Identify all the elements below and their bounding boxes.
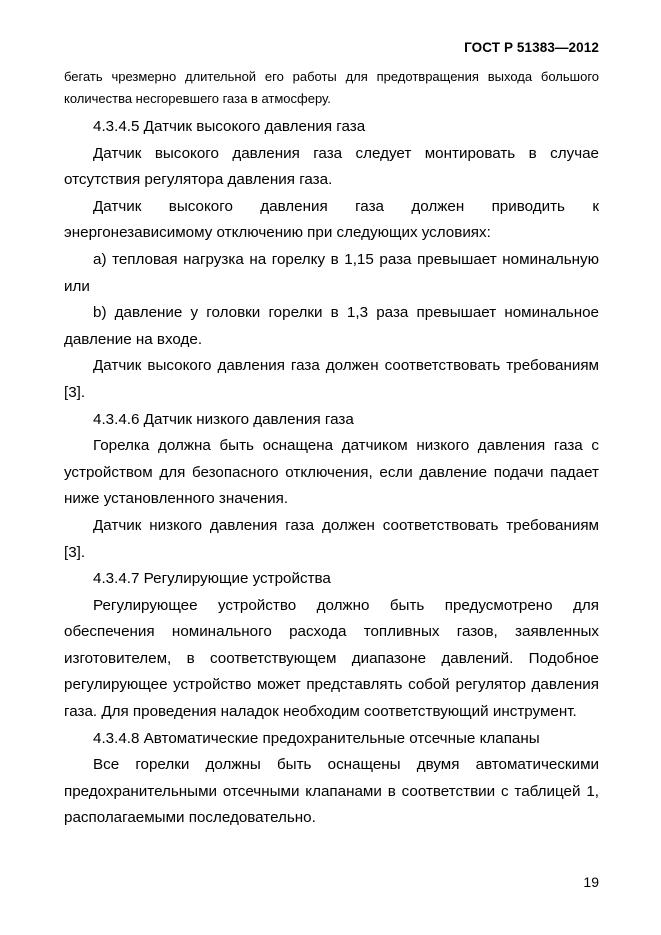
page-body <box>64 66 599 832</box>
paragraph: Датчик высокого давления газа должен соответствовать требованиям [3]. <box>64 357 599 401</box>
page-number: 19 <box>583 874 599 890</box>
paragraph: Регулирующее устройство должно быть предусмотрено для обеспечения номинального расхода топливных газов, заявленных изготовителем, в соответствующем диапазоне давлений. Подобное регулирующее устройство может представлять собой регулятор давления газа. Для проведения наладок необходим соответствующий инструмент. <box>64 596 599 721</box>
section-heading-4347: 4.3.4.7 Регулирующие устройства <box>93 570 331 588</box>
paragraph: Горелка должна быть оснащена датчиком низкого давления газа с устройством для безопасного отключения, если давление подачи падает ниже установленного значения. <box>64 437 599 508</box>
paragraph: Датчик высокого давления газа должен приводить к энергонезависимому отключению при следующих условиях: <box>64 197 599 242</box>
paragraph: Датчик высокого давления газа следует монтировать в случае отсутствия регулятора давления газа. <box>64 144 599 189</box>
section-heading-4345: 4.3.4.5 Датчик высокого давления газа <box>93 118 366 135</box>
section-heading-4346: 4.3.4.6 Датчик низкого давления газа <box>93 410 354 428</box>
paragraph: Все горелки должны быть оснащены двумя автоматическими предохранительными отсечными клапанами в соответствии с таблицей 1, располагаемыми последовательно. <box>64 756 599 827</box>
document-id-header: ГОСТ Р 51383—2012 <box>464 40 599 55</box>
section-heading-4348: 4.3.4.8 Автоматические предохранительные отсечные клапаны <box>93 729 540 747</box>
paragraph: Датчик низкого давления газа должен соответствовать требованиям [3]. <box>64 516 599 561</box>
list-item-b: b) давление у головки горелки в 1,3 раза превышает номинальное давление на входе. <box>64 304 599 348</box>
intro-paragraph: бегать чрезмерно длительной его работы для предотвращения выхода большого количества несгоревшего газа в атмосферу. <box>64 69 599 106</box>
list-item-a: a) тепловая нагрузка на горелку в 1,15 раза превышает номинальную или <box>64 250 599 295</box>
